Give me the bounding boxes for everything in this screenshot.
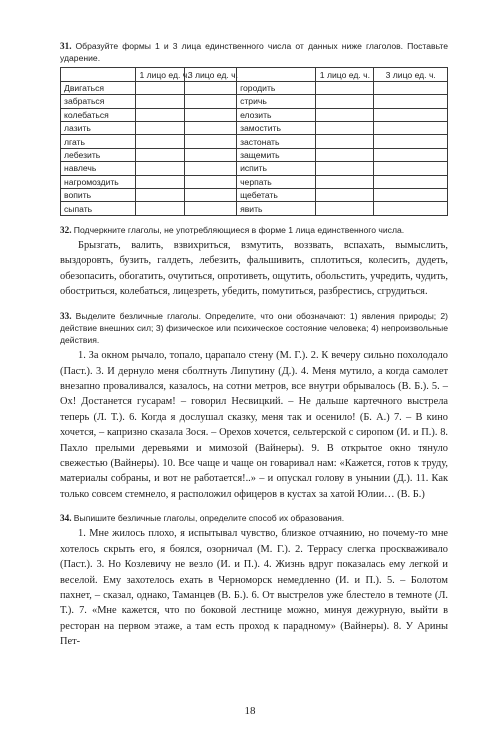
table-row bbox=[61, 148, 448, 161]
answer-cell bbox=[184, 188, 236, 201]
exercise-31 bbox=[60, 40, 448, 216]
verb-cell: сыпать bbox=[61, 202, 136, 215]
verb-cell: нагромоздить bbox=[61, 175, 136, 188]
answer-cell bbox=[136, 108, 184, 121]
verb-cell: замостить bbox=[237, 121, 316, 134]
exercise-32 bbox=[60, 224, 448, 300]
table-header-row bbox=[61, 68, 448, 81]
verb-cell: черпать bbox=[237, 175, 316, 188]
answer-cell bbox=[184, 121, 236, 134]
verb-cell: испить bbox=[237, 162, 316, 175]
answer-cell bbox=[136, 202, 184, 215]
verb-cell: колебаться bbox=[61, 108, 136, 121]
table-header-cell: 1 лицо ед. ч. bbox=[316, 68, 374, 81]
exercise-32-instruction: Подчеркните глаголы, не употребляющиеся в форме 1 лица единственного числа. bbox=[73, 224, 405, 235]
answer-cell bbox=[374, 121, 448, 134]
answer-cell bbox=[374, 188, 448, 201]
answer-cell bbox=[136, 188, 184, 201]
verb-cell: вопить bbox=[61, 188, 136, 201]
answer-cell bbox=[374, 175, 448, 188]
answer-cell bbox=[316, 162, 374, 175]
verb-cell: елозить bbox=[237, 108, 316, 121]
exercise-32-text: Брызгать, валить, взвихриться, взмутить, воззвать, вспахать, вымыслить, выздоровть, бузить, галдеть, лебезить, фальшивить, сплотиться, колесить, дудеть, обезопасить, обогатить, очутиться, опротиветь, ощутить, обольстить, учредить, чудить, обостриться, колебаться, лицезреть, убедить, помутиться, разбрестись, сгрудиться. bbox=[60, 239, 448, 298]
answer-cell bbox=[374, 81, 448, 94]
verb-cell: забраться bbox=[61, 95, 136, 108]
answer-cell bbox=[136, 81, 184, 94]
answer-cell bbox=[316, 188, 374, 201]
verb-cell: явить bbox=[237, 202, 316, 215]
answer-cell bbox=[184, 95, 236, 108]
exercise-33 bbox=[60, 310, 448, 503]
table-header-cell: 1 лицо ед. ч. bbox=[136, 68, 184, 81]
answer-cell bbox=[316, 108, 374, 121]
verb-cell: городить bbox=[237, 81, 316, 94]
table-header-cell bbox=[237, 68, 316, 81]
answer-cell bbox=[136, 121, 184, 134]
verb-forms-table bbox=[60, 67, 448, 215]
answer-cell bbox=[136, 135, 184, 148]
answer-cell bbox=[184, 148, 236, 161]
page-number: 18 bbox=[244, 705, 256, 717]
answer-cell bbox=[184, 135, 236, 148]
verb-cell: защемить bbox=[237, 148, 316, 161]
exercise-34-task bbox=[60, 512, 448, 524]
answer-cell bbox=[136, 175, 184, 188]
exercise-32-number: 32. bbox=[60, 224, 72, 235]
answer-cell bbox=[184, 108, 236, 121]
answer-cell bbox=[316, 202, 374, 215]
exercise-31-number: 31. bbox=[60, 41, 72, 51]
table-row bbox=[61, 135, 448, 148]
exercise-34-number: 34. bbox=[60, 513, 72, 524]
verb-cell: лгать bbox=[61, 135, 136, 148]
answer-cell bbox=[136, 148, 184, 161]
exercise-33-number: 33. bbox=[60, 310, 72, 321]
answer-cell bbox=[316, 175, 374, 188]
answer-cell bbox=[374, 135, 448, 148]
table-row bbox=[61, 188, 448, 201]
answer-cell bbox=[316, 95, 374, 108]
table-header-cell: 3 лицо ед. ч. bbox=[184, 68, 236, 81]
answer-cell bbox=[136, 162, 184, 175]
table-header-cell: 3 лицо ед. ч. bbox=[374, 68, 448, 81]
exercise-31-task bbox=[60, 40, 448, 64]
answer-cell bbox=[136, 95, 184, 108]
exercise-33-task bbox=[60, 310, 448, 347]
table-row bbox=[61, 108, 448, 121]
table-row bbox=[61, 95, 448, 108]
answer-cell bbox=[316, 121, 374, 134]
verb-cell: лебезить bbox=[61, 148, 136, 161]
verb-cell: щебетать bbox=[237, 188, 316, 201]
table-row bbox=[61, 81, 448, 94]
answer-cell bbox=[316, 135, 374, 148]
answer-cell bbox=[374, 202, 448, 215]
table-row bbox=[61, 175, 448, 188]
verb-cell: лазить bbox=[61, 121, 136, 134]
answer-cell bbox=[184, 81, 236, 94]
verb-cell: стричь bbox=[237, 95, 316, 108]
exercise-32-task bbox=[60, 224, 448, 236]
verb-cell: навлечь bbox=[61, 162, 136, 175]
table-body bbox=[61, 81, 448, 215]
exercise-31-instruction: Образуйте формы 1 и 3 лица единственного числа от данных ниже глаголов. Поставьте ударение. bbox=[60, 41, 448, 64]
table-row bbox=[61, 202, 448, 215]
exercise-33-instruction: Выделите безличные глаголы. Определите, что они обозначают: 1) явления природы; 2) действие внешних сил; 3) физическое или психическое состояние человека; 4) непроизвольные действия. bbox=[60, 310, 448, 345]
answer-cell bbox=[374, 162, 448, 175]
answer-cell bbox=[184, 175, 236, 188]
answer-cell bbox=[316, 148, 374, 161]
answer-cell bbox=[184, 162, 236, 175]
verb-cell: Двигаться bbox=[61, 81, 136, 94]
table-header-cell bbox=[61, 68, 136, 81]
answer-cell bbox=[374, 108, 448, 121]
table-row bbox=[61, 121, 448, 134]
answer-cell bbox=[184, 202, 236, 215]
exercise-34-instruction: Выпишите безличные глаголы, определите способ их образования. bbox=[73, 513, 345, 524]
exercise-34-text: 1. Мне жилось плохо, я испытывал чувство, близкое отчаянию, но почему-то мне хотелось скрыть его, я боялся, озорничал (М. Г.). 2. Террасу слегка проскваживало (Паст.). 3. Но Козлевичу не везло (И. и П.). 4. Жизнь вдруг показалась ему легкой и веселой. Ему захотелось ехать в Черноморск немедленно (И. и П.). 5. – Болотом пахнет, – сказал, однако, Таманцев (В. Б.). 6. От выстрелов уже блестело в темноте (Л. Т.). 7. «Мне кажется, что по боковой лестнице можно, минуя дежурную, выйти в ресторан на первом этаже, а там есть проход к парадному» (Вайнеры). 8. У Арины Пет- bbox=[60, 528, 448, 648]
exercise-33-text: 1. За окном рычало, топало, царапало стену (М. Г.). 2. К вечеру сильно похолодало (Паст.). 3. И дернуло меня сболтнуть Липутину (Д.). 4. Меня мутило, а когда самолет внезапно проваливался, казалось, на сотни метров, все внутри обрывалось (В. Б.). 5. – Ох! Достанется гусарам! – говорил Несвицкий. – Не дальше картечного выстрела теперь (Л. Т.). 6. Когда я дослушал сказку, меня так и осенило! (Б. А.) 7. – В кино хочется, – капризно сказала Зося. – Орехов хочется, сельтерской с сиропом (И. и П.). 8. Пахло прелыми деревьями и мимозой (Вайнеры). 9. В открытое окно тянуло свежестью (Вайнеры). 10. Все чаще и чаще он говаривал нам: «Кажется, готов к труду, материалы собраны, и вот не работается!..» – и опускал голову в унынии (Д.). 11. Как только совсем стемнело, я расположил офицеров в кустах за хатой Юлии… (В. Б.) bbox=[60, 350, 448, 500]
table-row bbox=[61, 162, 448, 175]
verb-cell: застонать bbox=[237, 135, 316, 148]
answer-cell bbox=[374, 148, 448, 161]
exercise-34 bbox=[60, 512, 448, 649]
answer-cell bbox=[316, 81, 374, 94]
answer-cell bbox=[374, 95, 448, 108]
